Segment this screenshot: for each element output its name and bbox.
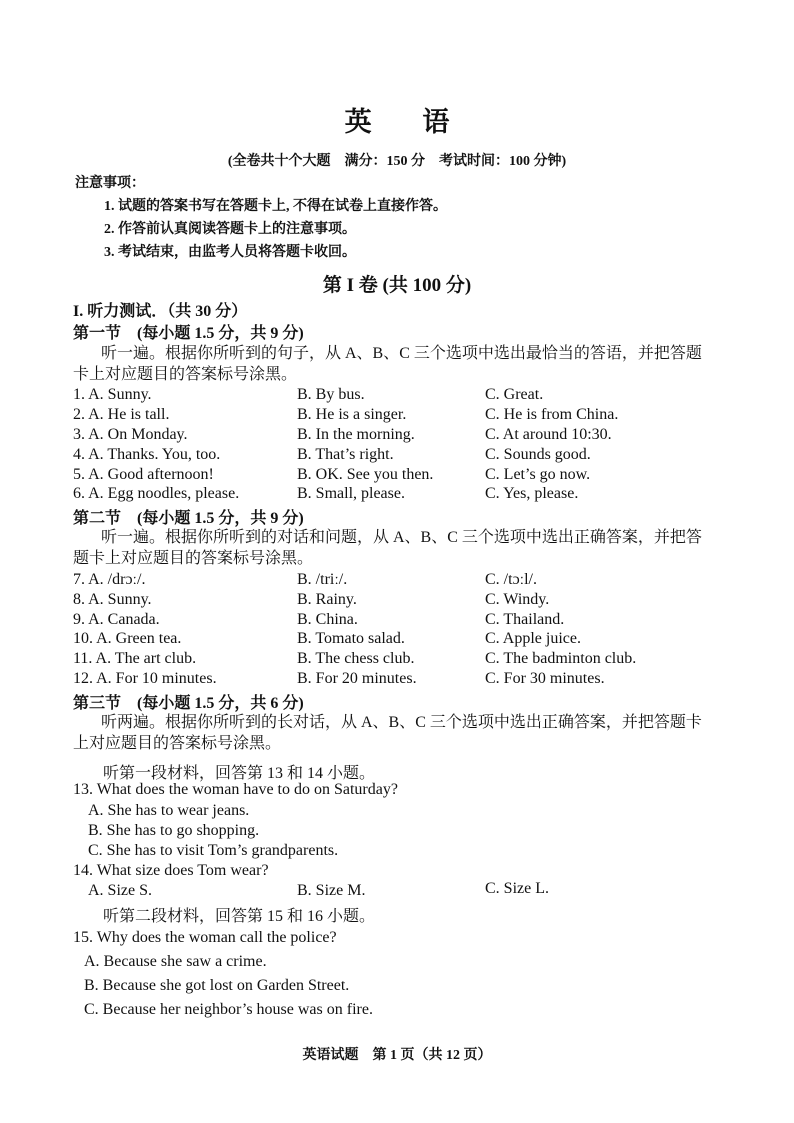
q13-option-a: A. She has to wear jeans. [88,802,250,819]
option-b: B. That’s right. [297,446,394,463]
option-b: B. Tomato salad. [297,630,405,647]
option-b: B. China. [297,611,358,628]
question-13: 13. What does the woman have to do on Saturday? [73,781,398,798]
option-a: 3. A. On Monday. [73,426,188,443]
option-c: C. He is from China. [485,406,619,423]
q15-option-a: A. Because she saw a crime. [84,953,267,970]
q15-option-c: C. Because her neighbor’s house was on fire. [84,1001,373,1018]
option-a: 8. A. Sunny. [73,591,152,608]
option-c: C. Let’s go now. [485,466,591,483]
option-c: C. Apple juice. [485,630,581,647]
option-c: C. For 30 minutes. [485,670,605,687]
option-a: 10. A. Green tea. [73,630,182,647]
listen-note: 听第二段材料，回答第 15 和 16 小题。 [103,908,376,925]
q14-option-c: C. Size L. [485,880,549,897]
notes-heading: 注意事项： [75,176,145,191]
section-instruction: 听两遍。根据你所听到的长对话，从 A、B、C 三个选项中选出正确答案，并把答题卡上对应题目的答案标号涂黑。 [73,714,702,752]
option-c: C. /tɔːl/. [485,571,537,588]
question-14: 14. What size does Tom wear? [73,862,269,879]
note-item: 1. 试题的答案书写在答题卡上, 不得在试卷上直接作答。 [104,199,447,214]
option-a: 11. A. The art club. [73,650,197,667]
q13-option-c: C. She has to visit Tom’s grandparents. [88,842,339,859]
option-b: B. By bus. [297,386,365,403]
option-b: B. Small, please. [297,485,405,502]
question-15: 15. Why does the woman call the police? [73,929,337,946]
option-c: C. At around 10:30. [485,426,612,443]
option-b: B. OK. See you then. [297,466,434,483]
option-a: 1. A. Sunny. [73,386,152,403]
option-c: C. Sounds good. [485,446,591,463]
section-instruction: 听一遍。根据你所听到的对话和问题，从 A、B、C 三个选项中选出正确答案，并把答题卡上对应题目的答案标号涂黑。 [73,529,702,567]
exam-subtitle: (全卷共十个大题 满分：150 分 考试时间：100 分钟) [227,154,567,169]
part-heading: I. 听力测试．（共 30 分） [73,303,248,320]
section-heading: 第二节 (每小题 1.5 分，共 9 分) [73,510,304,527]
option-b: B. The chess club. [297,650,415,667]
option-c: C. Yes, please. [485,485,579,502]
option-a: 4. A. Thanks. You, too. [73,446,221,463]
section-heading: 第三节 (每小题 1.5 分，共 6 分) [73,695,304,712]
option-b: B. In the morning. [297,426,415,443]
option-b: B. /triː/. [297,571,348,588]
option-b: B. He is a singer. [297,406,407,423]
section-heading: 第一节 (每小题 1.5 分，共 9 分) [73,325,304,342]
page-footer: 英语试题 第 1 页（共 12 页） [302,1048,492,1063]
option-a: 7. A. /drɔː/. [73,571,146,588]
q13-option-b: B. She has to go shopping. [88,822,260,839]
option-a: 6. A. Egg noodles, please. [73,485,240,502]
option-a: 9. A. Canada. [73,611,160,628]
q14-option-b: B. Size M. [297,882,366,899]
option-b: B. For 20 minutes. [297,670,417,687]
q14-option-a: A. Size S. [88,882,152,899]
option-a: 2. A. He is tall. [73,406,170,423]
section-instruction: 听一遍。根据你所听到的句子，从 A、B、C 三个选项中选出最恰当的答语，并把答题卡上对应题目的答案标号涂黑。 [73,345,702,383]
option-a: 12. A. For 10 minutes. [73,670,217,687]
q15-option-b: B. Because she got lost on Garden Street. [84,977,350,994]
option-c: C. Thailand. [485,611,565,628]
volume-heading: 第 I 卷 (共 100 分) [322,275,472,296]
option-b: B. Rainy. [297,591,357,608]
note-item: 3. 考试结束，由监考人员将答题卡收回。 [104,245,356,260]
option-c: C. Great. [485,386,544,403]
option-c: C. Windy. [485,591,550,608]
option-a: 5. A. Good afternoon! [73,466,214,483]
note-item: 2. 作答前认真阅读答题卡上的注意事项。 [104,222,356,237]
option-c: C. The badminton club. [485,650,637,667]
listen-note: 听第一段材料，回答第 13 和 14 小题。 [103,765,376,782]
exam-title: 英 语 [344,107,472,137]
